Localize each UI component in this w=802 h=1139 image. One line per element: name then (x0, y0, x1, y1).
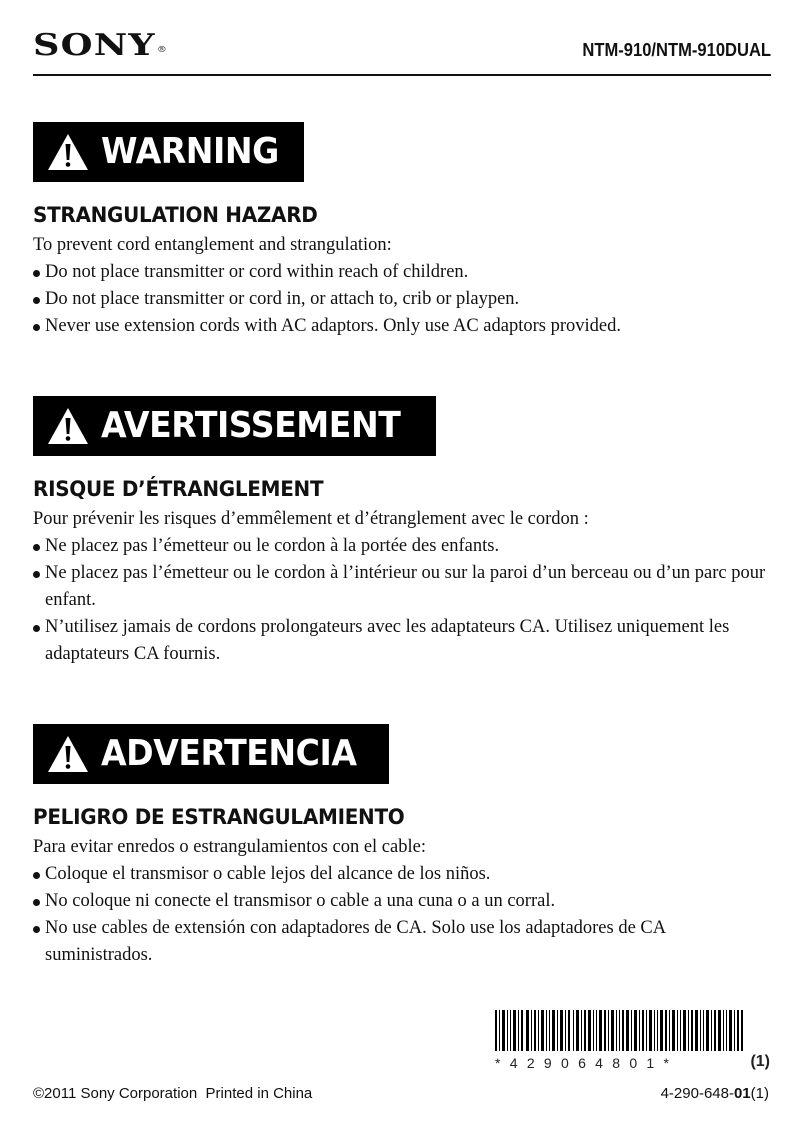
barcode-revision: (1) (750, 1053, 770, 1070)
barcode-block (495, 1010, 770, 1071)
bullet-item: Ne placez pas l’émetteur ou le cordon à l’intérieur ou sur la paroi d’un berceau ou d’un parc pour enfant. (33, 560, 783, 614)
warning-section-spanish (33, 724, 733, 969)
copyright-text: ©2011 Sony Corporation Printed in China (33, 1085, 313, 1102)
brand-name: SONY (33, 28, 156, 63)
intro-text: Pour prévenir les risques d’emmêlement et d’étranglement avec le cordon : (33, 509, 589, 529)
part-number-prefix: 4-290-648- (660, 1085, 734, 1102)
banner-title: AVERTISSEMENT (101, 405, 401, 446)
hazard-heading: STRANGULATION HAZARD (33, 203, 318, 227)
bullet-item: N’utilisez jamais de cordons prolongateurs avec les adaptateurs CA. Utilisez uniquement les adaptateurs CA fournis. (33, 614, 783, 668)
barcode-number: *429064801* (495, 1055, 679, 1071)
bullet-item: Coloque el transmisor o cable lejos del alcance de los niños. (33, 861, 733, 888)
bullet-item: Do not place transmitter or cord within reach of children. (33, 259, 621, 286)
intro-text: Para evitar enredos o estrangulamientos con el cable: (33, 837, 426, 857)
banner-title: WARNING (101, 131, 279, 172)
warning-section-english (33, 122, 621, 340)
sony-logo (33, 28, 168, 68)
warning-triangle-icon (47, 735, 89, 773)
warning-triangle-icon (47, 407, 89, 445)
warning-banner (33, 122, 304, 182)
registered-mark: ® (157, 45, 168, 54)
hazard-heading: RISQUE D’ÉTRANGLEMENT (33, 477, 324, 501)
warning-triangle-icon (47, 133, 89, 171)
bullet-item: No use cables de extensión con adaptadores de CA. Solo use los adaptadores de CA suministrados. (33, 915, 733, 969)
part-number-suffix: (1) (750, 1085, 769, 1102)
warning-section-french (33, 396, 783, 668)
bullet-item: No coloque ni conecte el transmisor o cable a una cuna o a un corral. (33, 888, 733, 915)
banner-title: ADVERTENCIA (101, 733, 357, 774)
warning-banner (33, 396, 436, 456)
part-number-edition: 01 (733, 1085, 751, 1102)
warning-banner (33, 724, 389, 784)
bullet-item: Ne placez pas l’émetteur ou le cordon à la portée des enfants. (33, 533, 783, 560)
part-number (661, 1085, 769, 1102)
intro-text: To prevent cord entanglement and strangulation: (33, 235, 392, 255)
bullet-item: Never use extension cords with AC adaptors. Only use AC adaptors provided. (33, 313, 621, 340)
model-number: NTM-910/NTM-910DUAL (582, 40, 771, 60)
hazard-heading: PELIGRO DE ESTRANGULAMIENTO (33, 805, 405, 829)
barcode-icon (495, 1010, 743, 1051)
header-divider (33, 74, 771, 76)
bullet-item: Do not place transmitter or cord in, or attach to, crib or playpen. (33, 286, 621, 313)
page-header (33, 28, 771, 76)
